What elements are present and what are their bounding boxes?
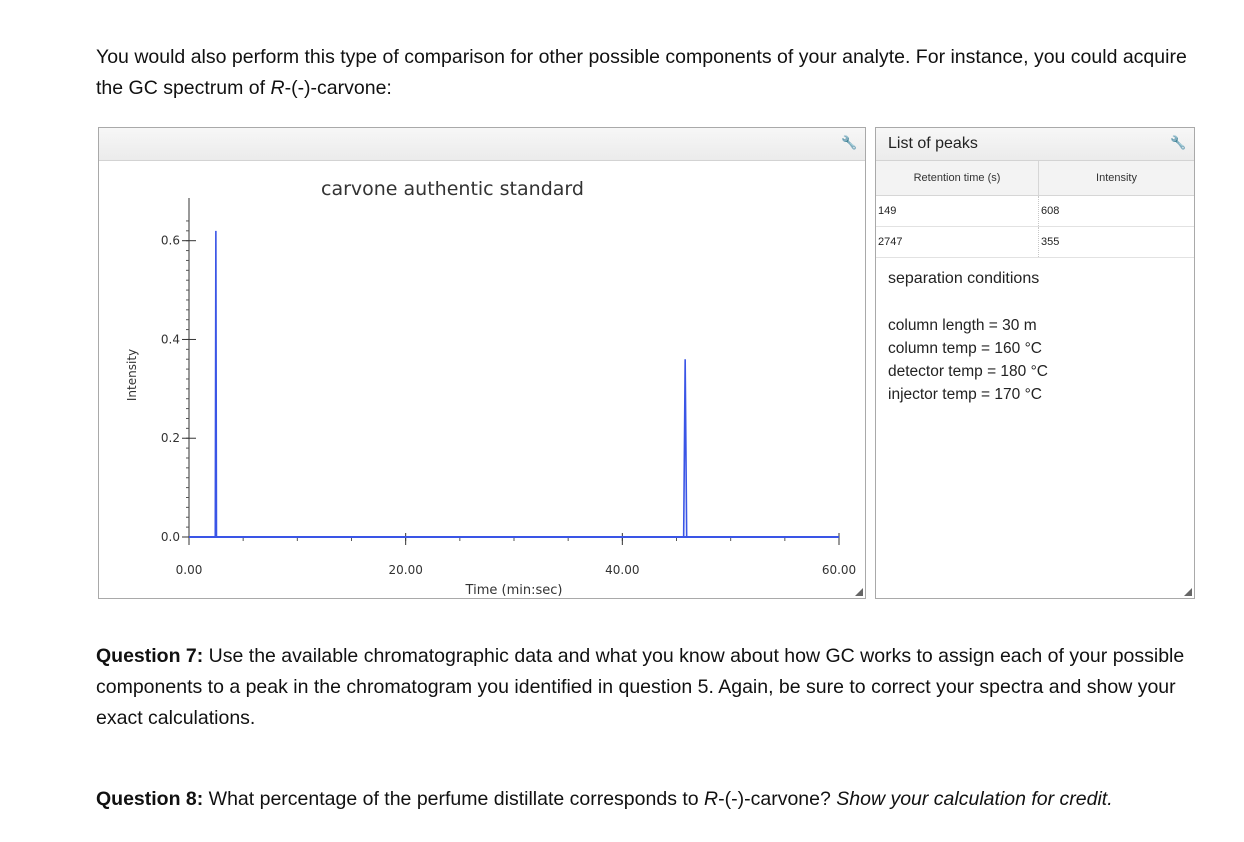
wrench-icon[interactable]: 🔧 [1170,135,1187,150]
question-8-label: Question 8: [96,788,204,810]
question-8 [96,784,1196,815]
intro-compound-prefix: R [270,77,285,99]
x-tick-label: 60.00 [821,563,857,577]
y-tick-label: 0.2 [160,431,180,446]
y-tick-label: 0.6 [160,233,180,248]
wrench-icon[interactable]: 🔧 [841,135,858,150]
question-8-compound-prefix: R [704,788,719,810]
table-row[interactable] [876,196,1194,227]
separation-conditions-title: separation conditions [888,270,1040,287]
question-7-text: Use the available chromatographic data and what you know about how GC works to assign each of your possible components to a peak in the chromatogram you identified in question 5. Again, be sure to correct your spectra and show your exact calculations. [96,645,1185,729]
intro-text: You would also perform this type of comparison for other possible components of your analyte. For instance, you could acquire the GC spectrum of [96,46,1187,99]
peaks-table-header [876,161,1194,196]
condition-injector-temp: injector temp = 170 °C [888,386,1042,403]
x-axis-label: Time (min:sec) [465,583,563,598]
peak [215,231,216,537]
question-7-label: Question 7: [96,645,204,667]
cell-intensity: 355 [1039,227,1195,258]
question-8-compound-name: -(-)-carvone? [718,788,837,810]
cell-retention-time: 2747 [876,227,1039,258]
condition-column-length: column length = 30 m [888,317,1037,334]
y-tick-label: 0.4 [160,332,180,347]
chart-title: carvone authentic standard [321,178,584,200]
peak [684,359,687,537]
intro-paragraph [96,42,1206,104]
peaks-panel-title: List of peaks [888,135,978,152]
condition-detector-temp: detector temp = 180 °C [888,363,1048,380]
condition-column-temp: column temp = 160 °C [888,340,1042,357]
column-header-intensity[interactable]: Intensity [1039,161,1195,196]
cell-intensity: 608 [1039,196,1195,227]
column-header-retention-time[interactable]: Retention time (s) [876,161,1039,196]
table-row[interactable] [876,227,1194,258]
x-tick-label: 20.00 [388,563,423,577]
x-tick-label: 0.00 [175,563,203,577]
peaks-table [876,161,1194,258]
peaks-panel-header [876,128,1194,161]
chart-marks [189,231,839,537]
question-8-emphasis: Show your calculation for credit. [836,788,1113,810]
peaks-panel [875,127,1195,599]
cell-retention-time: 149 [876,196,1039,227]
axes [161,198,856,577]
x-tick-label: 40.00 [605,563,640,577]
question-7 [96,641,1186,734]
resize-grip-icon[interactable] [855,588,863,596]
chromatogram-plot [99,128,865,598]
question-8-text: What percentage of the perfume distillate corresponds to [203,788,705,810]
resize-grip-icon[interactable] [1184,588,1192,596]
y-tick-label: 0.0 [160,530,180,544]
chart-panel [98,127,866,599]
y-axis-label: Intensity [125,348,139,402]
intro-compound-name: -(-)-carvone: [284,77,392,99]
